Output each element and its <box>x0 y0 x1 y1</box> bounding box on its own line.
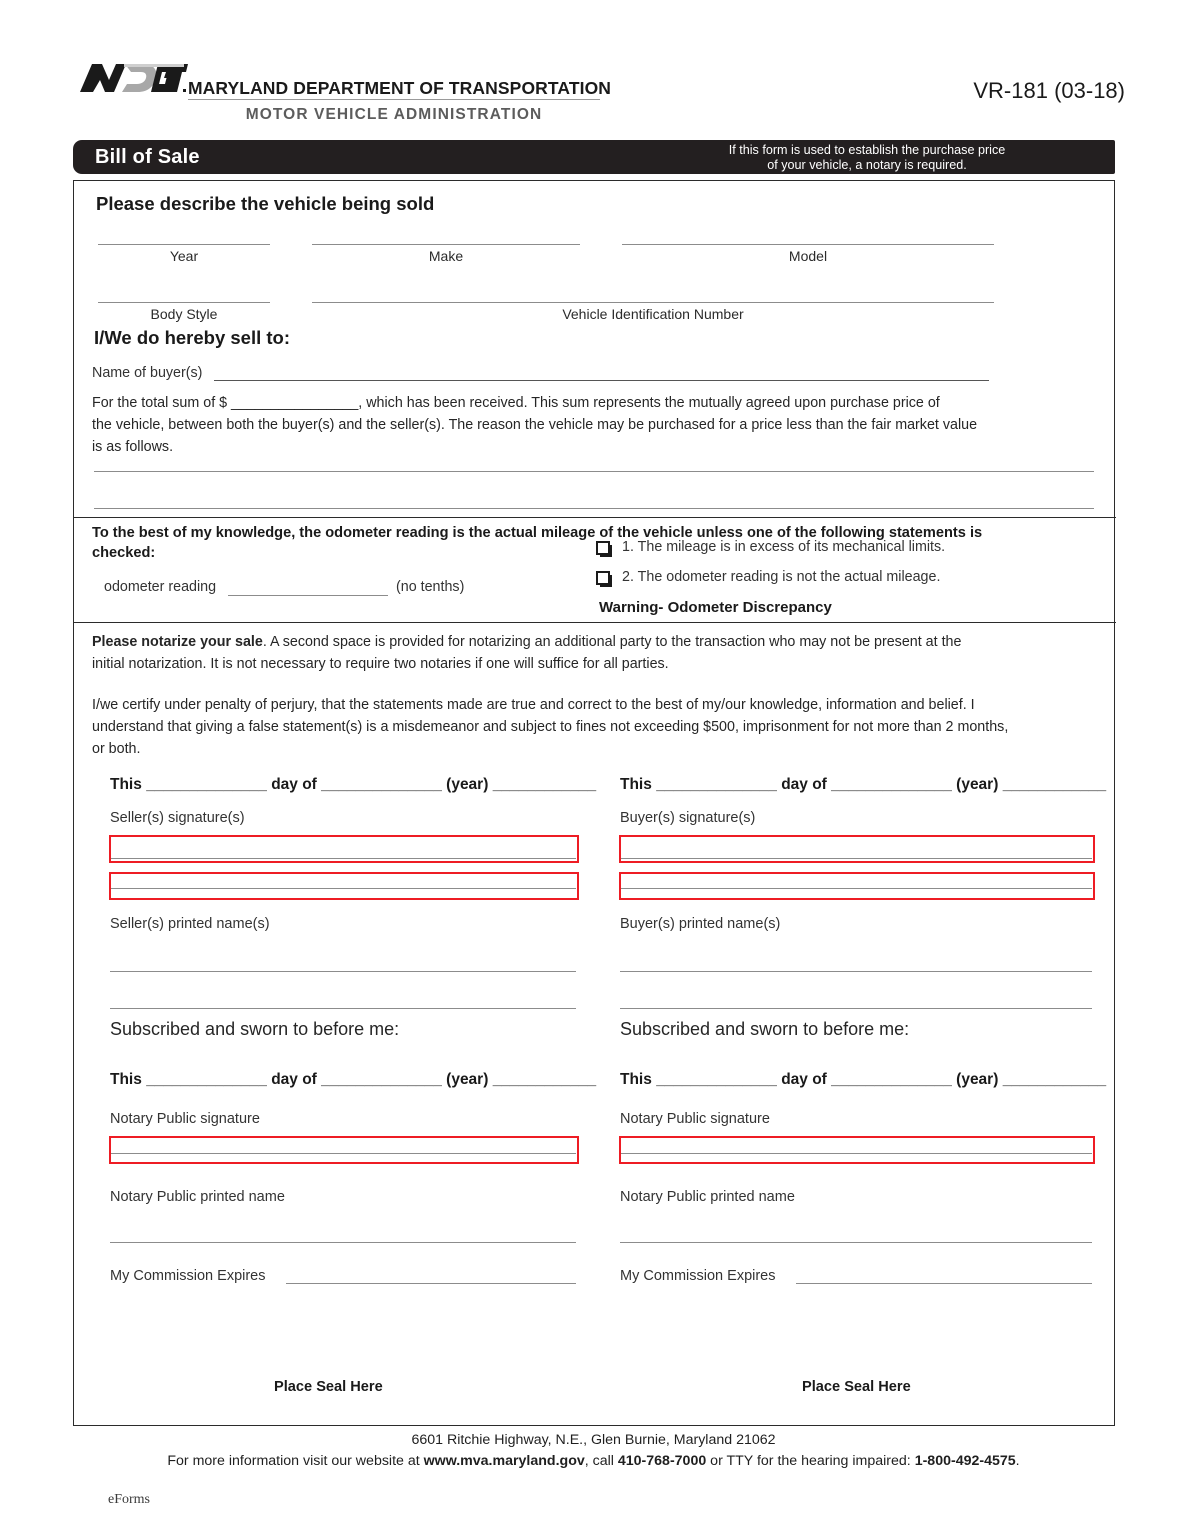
buyer-name-label: Name of buyer(s) <box>92 365 203 381</box>
buyer-notary-blank2: ______________ <box>831 1071 952 1088</box>
odometer-reading-rule <box>228 595 388 596</box>
buyer-notary-blank1: ______________ <box>656 1071 777 1088</box>
buyer-name-rule <box>214 380 989 381</box>
odometer-warning: Warning- Odometer Discrepancy <box>599 599 832 616</box>
odometer-divider <box>74 517 1116 518</box>
seller-notary-blank1: ______________ <box>146 1071 267 1088</box>
seller-date-this: This <box>110 776 142 793</box>
seller-notary-blank3: ____________ <box>492 1071 597 1088</box>
body-style-rule <box>98 302 270 303</box>
seller-date-blank2: ______________ <box>321 776 442 793</box>
seller-notary-printed-rule <box>110 1242 576 1243</box>
seller-notary-signature-label: Notary Public signature <box>110 1111 260 1127</box>
seller-signature-label: Seller(s) signature(s) <box>110 810 245 826</box>
seller-signature-field-2[interactable] <box>109 872 579 900</box>
buyer-date-blank2: ______________ <box>831 776 952 793</box>
seller-date-blank3: ____________ <box>492 776 597 793</box>
buyer-date-blank1: ______________ <box>656 776 777 793</box>
make-label: Make <box>428 248 464 264</box>
seller-notary-date-line <box>110 1071 596 1089</box>
footer-tty: 1-800-492-4575 <box>914 1453 1016 1469</box>
header-rule <box>188 99 600 100</box>
seller-printed-rule-2 <box>110 1008 576 1009</box>
seller-printed-label: Seller(s) printed name(s) <box>110 916 270 932</box>
footer-website: www.mva.maryland.gov <box>423 1453 585 1469</box>
document-footer <box>0 1432 1187 1469</box>
seller-notary-blank2: ______________ <box>321 1071 442 1088</box>
notarize-intro-bold: Please notarize your sale <box>92 634 263 650</box>
body-style-label: Body Style <box>150 306 218 322</box>
mileage-excess-checkbox[interactable] <box>596 541 610 555</box>
not-actual-mileage-label: 2. The odometer reading is not the actual mileage. <box>622 569 941 585</box>
footer-info-mid2: or TTY for the hearing impaired: <box>706 1453 915 1469</box>
buyer-notary-blank3: ____________ <box>1002 1071 1107 1088</box>
banner-note-line2: of your vehicle, a notary is required. <box>767 157 967 172</box>
mdot-logo <box>78 62 188 96</box>
buyer-date-year: (year) <box>956 776 999 793</box>
reason-rule-2 <box>94 508 1094 509</box>
seller-signature-field-1[interactable] <box>109 835 579 863</box>
model-rule <box>622 244 994 245</box>
seller-commission-rule <box>286 1283 576 1284</box>
odometer-reading-label: odometer reading <box>104 579 217 595</box>
buyer-notary-signature-label: Notary Public signature <box>620 1111 770 1127</box>
buyer-commission-rule <box>796 1283 1092 1284</box>
vehicle-section-heading: Please describe the vehicle being sold <box>96 193 435 214</box>
seller-sworn-heading: Subscribed and sworn to before me: <box>110 1019 400 1039</box>
eforms-watermark: eForms <box>108 1492 150 1507</box>
buyer-commission-label: My Commission Expires <box>620 1268 776 1284</box>
certify-line2: understand that giving a false statement(s) is a misdemeanor and subject to fines not exceeding $500, imprisonment for not more than 2 months, <box>92 719 1009 735</box>
buyer-date-this: This <box>620 776 652 793</box>
year-rule <box>98 244 270 245</box>
buyer-notary-year: (year) <box>956 1071 999 1088</box>
model-label: Model <box>788 248 828 264</box>
total-sum-line3: is as follows. <box>92 439 174 455</box>
buyer-date-dayof: day of <box>781 776 827 793</box>
total-sum-line1: For the total sum of $ ________________, which has been received. This sum represents the mutually agreed upon purchase price of <box>92 395 940 411</box>
certify-line1: I/we certify under penalty of perjury, that the statements made are true and correct to the best of my/our knowledge, information and belief. I <box>92 697 975 713</box>
not-actual-mileage-checkbox[interactable] <box>596 571 610 585</box>
seller-date-year: (year) <box>446 776 489 793</box>
odometer-statement-line1: To the best of my knowledge, the odometer reading is the actual mileage of the vehicle unless one of the following statements is <box>92 525 983 541</box>
bill-of-sale-banner <box>73 140 1115 174</box>
buyer-sworn-heading: Subscribed and sworn to before me: <box>620 1019 910 1039</box>
seller-date-line <box>110 776 596 794</box>
total-sum-line2: the vehicle, between both the buyer(s) and the seller(s). The reason the vehicle may be purchased for a price less than the fair market value <box>92 417 978 433</box>
form-number: VR-181 (03-18) <box>973 78 1125 103</box>
buyer-date-blank3: ____________ <box>1002 776 1107 793</box>
seller-notary-signature-field[interactable] <box>109 1136 579 1164</box>
notarize-intro-line1 <box>92 632 1102 654</box>
notarize-divider <box>74 622 1116 623</box>
seller-notary-year: (year) <box>446 1071 489 1088</box>
department-title: MARYLAND DEPARTMENT OF TRANSPORTATION <box>188 78 612 98</box>
year-label: Year <box>169 248 199 264</box>
certify-line3: or both. <box>92 741 141 757</box>
make-rule <box>312 244 580 245</box>
reason-rule-1 <box>94 471 1094 472</box>
buyer-signature-field-1[interactable] <box>619 835 1095 863</box>
vin-label: Vehicle Identification Number <box>562 306 744 322</box>
seller-date-dayof: day of <box>271 776 317 793</box>
seller-commission-label: My Commission Expires <box>110 1268 266 1284</box>
vin-rule <box>312 302 994 303</box>
banner-note-line1: If this form is used to establish the purchase price <box>728 143 1006 157</box>
seller-printed-rule-1 <box>110 971 576 972</box>
buyer-notary-this: This <box>620 1071 652 1088</box>
buyer-place-seal-label: Place Seal Here <box>802 1379 911 1395</box>
buyer-notary-signature-field[interactable] <box>619 1136 1095 1164</box>
buyer-printed-rule-1 <box>620 971 1092 972</box>
form-body <box>73 180 1115 1426</box>
footer-address: 6601 Ritchie Highway, N.E., Glen Burnie, Maryland 21062 <box>411 1432 776 1448</box>
buyer-notary-date-line <box>620 1071 1106 1089</box>
buyer-signature-field-2[interactable] <box>619 872 1095 900</box>
notarize-intro-rest: . A second space is provided for notarizing an additional party to the transaction who may not be present at the <box>262 634 962 650</box>
buyer-notary-printed-label: Notary Public printed name <box>620 1189 795 1205</box>
seller-place-seal-label: Place Seal Here <box>274 1379 383 1395</box>
buyer-notary-dayof: day of <box>781 1071 827 1088</box>
sell-to-heading: I/We do hereby sell to: <box>94 327 291 348</box>
buyer-signature-label: Buyer(s) signature(s) <box>620 810 756 826</box>
seller-date-blank1: ______________ <box>146 776 267 793</box>
seller-notary-dayof: day of <box>271 1071 317 1088</box>
administration-title: MOTOR VEHICLE ADMINISTRATION <box>245 106 543 123</box>
seller-notary-printed-label: Notary Public printed name <box>110 1189 285 1205</box>
banner-note <box>633 143 1101 172</box>
document-header <box>0 0 1187 132</box>
buyer-printed-label: Buyer(s) printed name(s) <box>620 916 781 932</box>
no-tenths-label: (no tenths) <box>396 579 465 595</box>
footer-info-mid: , call <box>584 1453 618 1469</box>
footer-contact <box>0 1453 1187 1469</box>
odometer-statement-line2: checked: <box>92 545 156 561</box>
buyer-printed-rule-2 <box>620 1008 1092 1009</box>
seller-notary-this: This <box>110 1071 142 1088</box>
mileage-excess-label: 1. The mileage is in excess of its mechanical limits. <box>622 539 946 555</box>
footer-phone: 410-768-7000 <box>617 1453 707 1469</box>
notarize-intro-line2: initial notarization. It is not necessary to require two notaries if one will suffice for all parties. <box>92 656 669 672</box>
banner-title: Bill of Sale <box>95 146 200 168</box>
footer-info-end: . <box>1015 1453 1020 1469</box>
buyer-date-line <box>620 776 1106 794</box>
footer-info-pre: For more information visit our website at <box>167 1453 424 1469</box>
buyer-notary-printed-rule <box>620 1242 1092 1243</box>
